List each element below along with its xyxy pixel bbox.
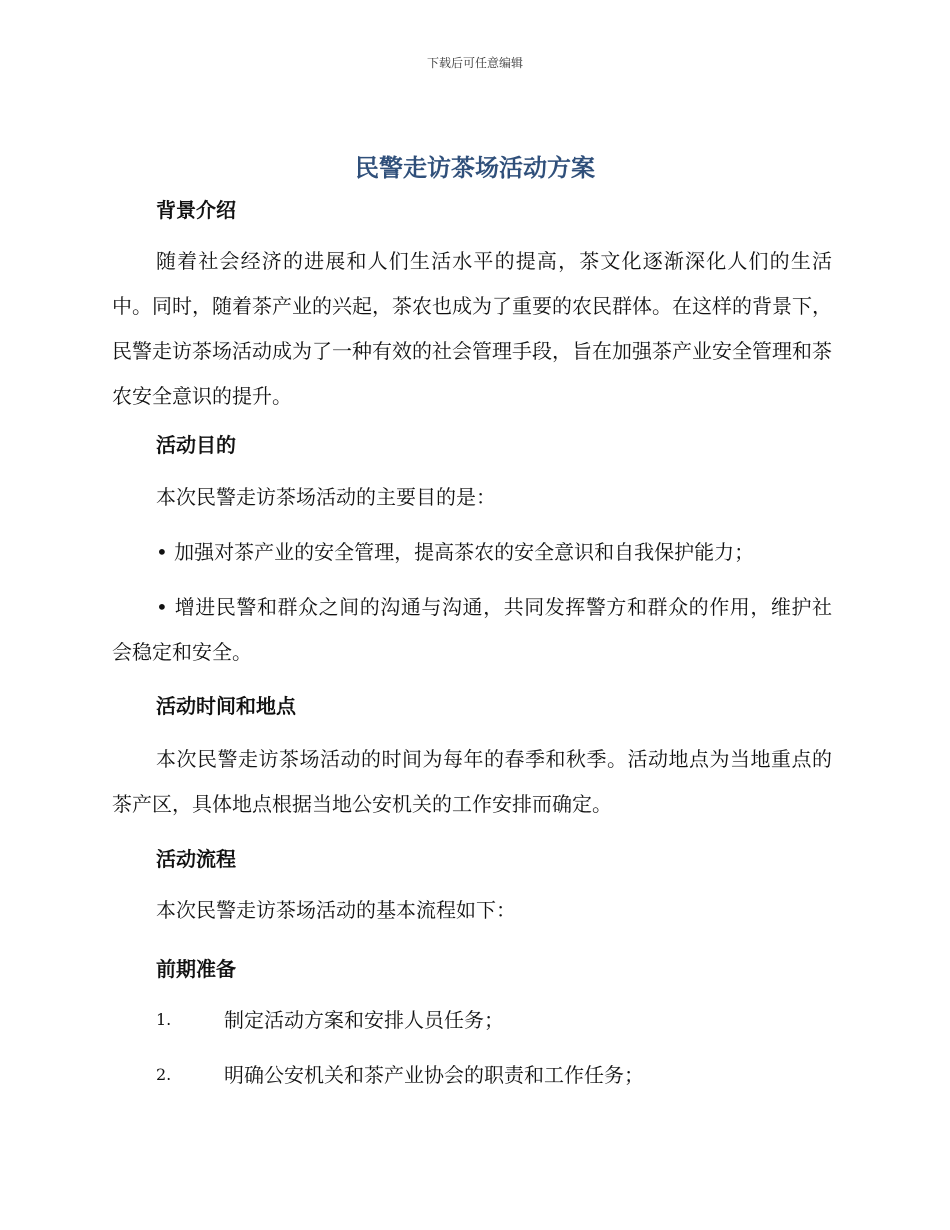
paragraph-purpose-intro: 本次民警走访茶场活动的主要目的是： xyxy=(156,485,496,509)
list-item-text: 明确公安机关和茶产业协会的职责和工作任务； xyxy=(224,1063,644,1087)
bullet-purpose-1: • 加强对茶产业的安全管理，提高茶农的安全意识和自我保护能力； xyxy=(156,540,755,564)
paragraph-background: 随着社会经济的进展和人们生活水平的提高，茶文化逐渐深化人们的生活中。同时，随着茶产业的兴起，茶农也成为了重要的农民群体。在这样的背景下，民警走访茶场活动成为了一种有效的社会管理手段，旨在加强茶产业安全管理和茶农安全意识的提升。 xyxy=(112,249,832,408)
heading-background: 背景介绍 xyxy=(156,198,236,222)
bullet-purpose-2: • 增进民警和群众之间的沟通与沟通，共同发挥警方和群众的作用，维护社会稳定和安全。 xyxy=(112,595,832,664)
paragraph-time-place: 本次民警走访茶场活动的时间为每年的春季和秋季。活动地点为当地重点的茶产区，具体地点根据当地公安机关的工作安排而确定。 xyxy=(112,747,832,816)
document-title: 民警走访茶场活动方案 xyxy=(355,154,595,182)
list-item xyxy=(156,1060,644,1090)
heading-purpose: 活动目的 xyxy=(156,433,236,457)
list-item-number: 2. xyxy=(156,1065,172,1084)
list-item xyxy=(156,1005,504,1035)
heading-time-place: 活动时间和地点 xyxy=(156,694,296,718)
heading-preparation: 前期准备 xyxy=(156,957,236,981)
paragraph-process-intro: 本次民警走访茶场活动的基本流程如下： xyxy=(156,898,516,922)
page-header-note: 下载后可任意编辑 xyxy=(426,56,523,70)
list-item-number: 1. xyxy=(156,1010,172,1029)
list-item-text: 制定活动方案和安排人员任务； xyxy=(224,1008,504,1032)
heading-process: 活动流程 xyxy=(156,847,236,871)
